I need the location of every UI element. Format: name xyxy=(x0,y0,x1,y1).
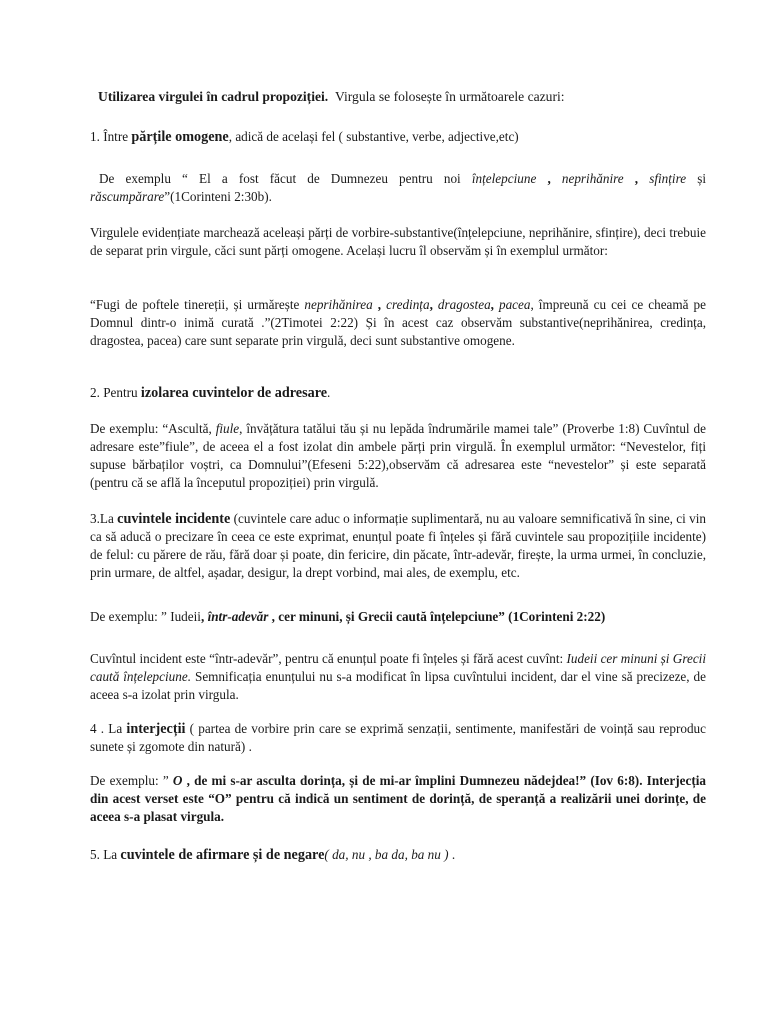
paragraph-1 xyxy=(90,128,706,146)
comma-mark: , xyxy=(200,609,208,624)
italic-word: sfințire xyxy=(649,171,687,186)
paragraph-4 xyxy=(90,296,706,350)
paragraph-text: Virgulele evidențiate marchează aceleași părți de vorbire-substantive(înțelepciune, neprihănire, sfințire), deci trebuie de separat prin virgule, căci sunt părți omogene. Același lucru îl observăm și în exemplul următor: xyxy=(90,225,706,258)
italic-word: neprihănire xyxy=(561,171,624,186)
italic-word: credința xyxy=(386,297,430,312)
comma-mark: , xyxy=(429,297,438,312)
item-number: 5. La xyxy=(90,847,121,862)
paragraph-text: De exemplu: ” xyxy=(90,773,173,788)
italic-word: O xyxy=(172,773,183,788)
comma-mark: , xyxy=(490,297,499,312)
item-number: 2. Pentru xyxy=(90,385,141,400)
paragraph-text: “Fugi de poftele tinereții, și urmărește xyxy=(90,297,305,312)
comma-mark: , xyxy=(623,171,650,186)
term-bold: izolarea cuvintelor de adresare xyxy=(140,385,328,401)
paragraph-3 xyxy=(90,224,706,260)
paragraph-9 xyxy=(90,650,706,704)
paragraph-text: De exemplu: ” Iudeii xyxy=(90,609,201,624)
paragraph-8 xyxy=(90,608,706,626)
term-bold: cuvintele incidente xyxy=(117,511,231,527)
paragraph-7 xyxy=(90,510,706,582)
comma-mark: , xyxy=(372,297,387,312)
italic-word: răscumpărare xyxy=(90,189,165,204)
italic-word: Iudeii cer minuni și Grecii caută înțelepciune. xyxy=(90,651,706,684)
document-heading: Utilizarea virgulei în cadrul propoziției. xyxy=(98,89,329,104)
paragraph-text: Semnificația enunțului nu s-a modificat în lipsa cuvîntului incident, dar el vine să precizeze, de aceea s-a izolat prin virgula. xyxy=(90,669,706,702)
item-number: 3.La xyxy=(90,511,118,526)
paragraph-text: ”(1Corinteni 2:30b). xyxy=(164,189,272,204)
item-number: 4 . La xyxy=(90,721,127,736)
comma-mark: , de mi s-ar asculta dorința, și de mi-ar împlini Dumnezeu nădejdea!” (Iov 6:8). Interjecția din acest verset este “O” pentru că indică un sentiment de dorință, de speranță a realizării unei dorințe, de aceea s-a plasat virgula. xyxy=(90,773,706,824)
paragraph-text: . xyxy=(448,847,456,862)
paragraph-12 xyxy=(90,846,706,864)
paragraph-2 xyxy=(90,170,706,206)
term-bold: părțile omogene xyxy=(131,129,229,145)
paragraph-text: De exemplu “ El a fost făcut de Dumnezeu pentru noi xyxy=(99,171,472,186)
paragraph-text: și xyxy=(686,171,707,186)
item-number: 1. Între xyxy=(90,129,132,144)
italic-word: într-adevăr xyxy=(207,609,269,624)
paragraph-text: De exemplu: “Ascultă, xyxy=(90,421,216,436)
term-bold: cuvintele de afirmare și de negare xyxy=(120,847,325,863)
document-title-paragraph xyxy=(98,88,698,106)
comma-mark: , cer minuni, și Grecii caută înțelepciune” (1Corinteni 2:22) xyxy=(268,609,606,624)
term-bold: interjecții xyxy=(126,721,186,737)
paragraph-6 xyxy=(90,420,706,492)
paragraph-text: Cuvîntul incident este “într-adevăr”, pentru că enunțul poate fi înțeles și fără acest cuvînt: xyxy=(90,651,567,666)
italic-word: fiule xyxy=(215,421,240,436)
paragraph-11 xyxy=(90,772,706,826)
paragraph-text: , împreună cu cei ce cheamă pe Domnul dintr-o inimă curată .”(2Timotei 2:22) Și în acest caz observăm substantive(neprihănirea, credința, dragostea, pacea) care sunt separate prin virgulă, deci sunt substantive omogene. xyxy=(90,297,706,348)
paragraph-text: ( partea de vorbire prin care se exprimă senzații, sentimente, manifestări de voință sau reproduc sunete și zgomote din natură) . xyxy=(90,721,706,754)
intro-text: Virgula se folosește în următoarele cazuri: xyxy=(335,89,565,104)
paragraph-text: , învățătura tatălui tău și nu lepăda îndrumările mamei tale” (Proverbe 1:8) Cuvîntul de adresare este”fiule”, de aceea el a fost izolat din ambele părți prin virgulă. În exemplul următor: “Nevestelor, fiți supuse bărbaților voștri, ca Domnului”(Efeseni 5:22),observăm că adresarea este “nevestelor” și este separată (pentru că se află la începutul propoziției) prin virgulă. xyxy=(90,421,706,490)
italic-word: înțelepciune xyxy=(471,171,537,186)
italic-word: neprihănirea xyxy=(304,297,373,312)
paragraph-5 xyxy=(90,384,706,402)
italic-word: dragostea xyxy=(437,297,491,312)
italic-word: pacea xyxy=(498,297,531,312)
paragraph-text: (cuvintele care aduc o informație suplimentară, nu au valoare semnificativă în sine, ci vin ca să aducă o precizare în ceea ce este exprimat, enunțul poate fi înțeles și fără cuvintele sau propozițiile incidente) de felul: cu părere de rău, fără doar și poate, din fericire, din păcate, într-adevăr, firește, la urma urmei, în concluzie, prin urmare, de altfel, așadar, desigur, la drept vorbind, mai ales, de exemplu, etc. xyxy=(90,511,706,580)
comma-mark: , xyxy=(536,171,562,186)
paragraph-10 xyxy=(90,720,706,756)
paragraph-text: . xyxy=(327,385,331,400)
paragraph-text: , adică de același fel ( substantive, verbe, adjective,etc) xyxy=(228,129,519,144)
italic-word: ( da, nu , ba da, ba nu ) xyxy=(324,847,449,862)
